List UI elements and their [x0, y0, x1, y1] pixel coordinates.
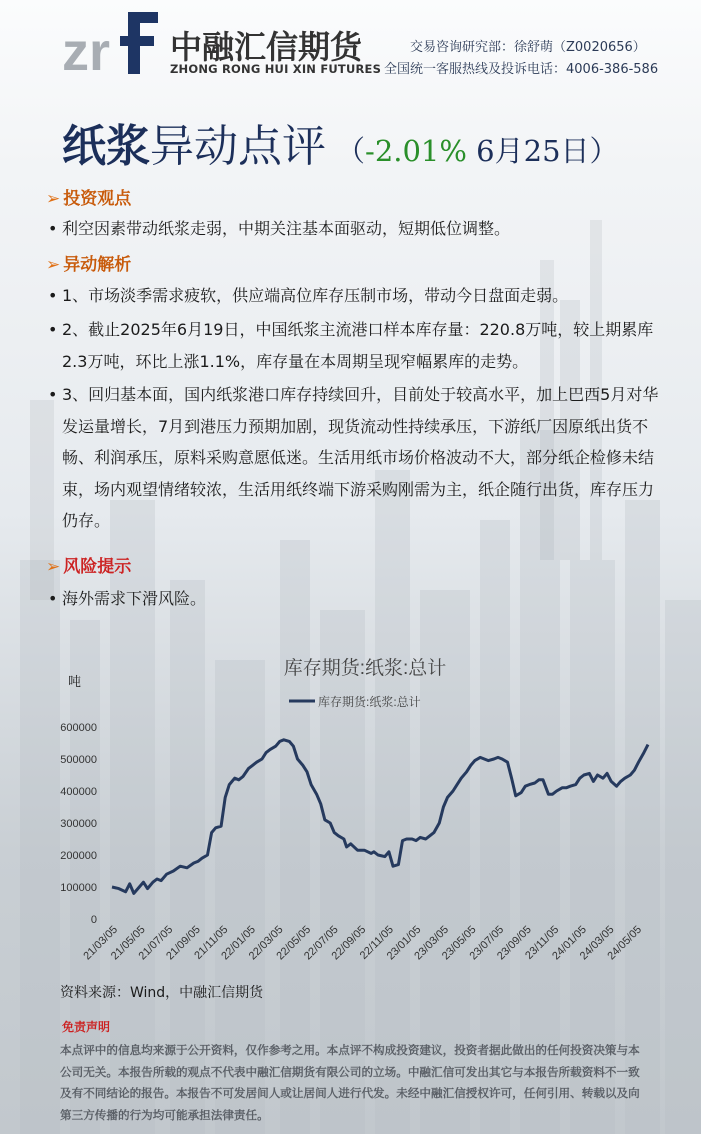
- list-item: [48, 583, 668, 615]
- chart-legend: [289, 694, 421, 709]
- title-main: 异动点评: [150, 121, 326, 172]
- title-close-paren: ）: [589, 134, 619, 168]
- title-open-paren: （: [336, 134, 366, 168]
- x-tick-label: 22/11/05: [357, 923, 396, 962]
- arrow-icon: ➢: [46, 557, 61, 577]
- list-item-text: 3、回归基本面，国内纸浆港口库存持续回升，目前处于较高水平，加上巴西5月对华发运量增长，7月到港压力预期加剧，现货流动性持续承压，下游纸厂因原纸出货不畅、利润承压，原料采购意愿低迷。生活用纸市场价格波动不大，部分纸企检修未结束，场内观望情绪较浓，生活用纸终端下游采购刚需为主，纸企随行出货，库存压力仍存。: [62, 385, 659, 530]
- bullet-icon: •: [48, 589, 58, 608]
- y-tick-label: 600000: [60, 722, 97, 734]
- bullet-icon: •: [48, 385, 58, 404]
- y-tick-label: 0: [90, 914, 97, 926]
- section-risk: [46, 552, 131, 577]
- research-contact: 交易咨询研究部：徐舒萌（Z0020656）: [410, 40, 646, 55]
- x-tick-label: 23/01/05: [384, 923, 424, 963]
- title-product: 纸浆: [62, 121, 150, 172]
- x-tick-label: 22/09/05: [329, 923, 369, 963]
- page-title: [62, 110, 619, 174]
- title-subtitle: [336, 134, 619, 168]
- x-tick-label: 22/01/05: [219, 923, 259, 963]
- y-tick-label: 300000: [60, 818, 97, 830]
- list-item-text: 利空因素带动纸浆走弱，中期关注基本面驱动，短期低位调整。: [62, 219, 511, 238]
- disclaimer-text: 本点评中的信息均来源于公开资料，仅作参考之用。本点评不构成投资建议，投资者据此做出的任何投资决策与本公司无关。本报告所载的观点不代表中融汇信期货有限公司的立场。中融汇信可发出其它与本报告所载资料不一致及有不同结论的报告。本报告不可发居间人或让居间人进行代发。未经中融汇信授权许可，任何引用、转载以及向第三方传播的行为均可能承担法律责任。: [60, 1043, 640, 1122]
- list-item-text: 海外需求下滑风险。: [62, 589, 207, 608]
- x-tick-label: 22/07/05: [301, 923, 341, 963]
- y-tick-label: 400000: [60, 786, 97, 798]
- list-item-text: 1、市场淡季需求疲软，供应端高位库存压制市场，带动今日盘面走弱。: [62, 286, 569, 305]
- company-logo: [62, 12, 160, 78]
- x-tick-label: 24/01/05: [550, 923, 589, 963]
- series-line: [112, 740, 648, 894]
- x-tick-label: 24/05/05: [605, 923, 645, 963]
- company-name-cn: 中融汇信期货: [170, 28, 363, 66]
- hotline-contact: 全国统一客服热线及投诉电话：4006-386-586: [384, 62, 659, 77]
- section-analysis: [46, 250, 131, 275]
- arrow-icon: ➢: [46, 255, 61, 275]
- y-tick-label: 200000: [60, 850, 97, 862]
- x-tick-label: 23/03/05: [412, 923, 452, 963]
- x-tick-label: 23/09/05: [495, 923, 534, 963]
- y-axis: [60, 722, 97, 926]
- y-tick-label: 100000: [60, 882, 97, 894]
- title-change-pct: -2.01%: [365, 134, 467, 168]
- x-tick-label: 23/07/05: [467, 923, 507, 963]
- bullet-icon: •: [48, 320, 58, 339]
- bullet-icon: •: [48, 219, 58, 238]
- section-investment-view: [46, 184, 131, 209]
- chart-title: 库存期货:纸浆:总计: [283, 658, 447, 679]
- y-tick-label: 500000: [60, 754, 97, 766]
- section-title: 风险提示: [63, 557, 132, 577]
- list-item: [48, 280, 668, 312]
- x-tick-label: 21/09/05: [164, 923, 203, 963]
- x-tick-label: 21/07/05: [136, 923, 176, 963]
- x-tick-label: 22/03/05: [246, 923, 286, 963]
- x-tick-label: 21/05/05: [108, 923, 148, 963]
- x-tick-label: 21/03/05: [81, 923, 121, 963]
- section-title: 投资观点: [63, 189, 132, 209]
- list-item-text: 2、截止2025年6月19日，中国纸浆主流港口样本库存量：220.8万吨，较上期累库2.3万吨，环比上涨1.1%，库存量在本周期呈现窄幅累库的走势。: [62, 320, 654, 371]
- disclaimer-title: 免责声明: [62, 1020, 111, 1034]
- list-item: [48, 379, 668, 537]
- x-tick-label: 23/11/05: [523, 923, 562, 962]
- inventory-line-chart: [0, 640, 701, 980]
- arrow-icon: ➢: [46, 189, 61, 209]
- x-axis: [81, 924, 644, 963]
- x-tick-label: 24/03/05: [577, 923, 617, 963]
- y-axis-unit: 吨: [68, 674, 82, 689]
- list-item: [48, 213, 668, 245]
- x-tick-label: 21/11/05: [192, 923, 231, 962]
- legend-label: 库存期货:纸浆:总计: [318, 695, 421, 709]
- bullet-icon: •: [48, 286, 58, 305]
- svg-text:zr: zr: [62, 22, 111, 78]
- list-item: [48, 314, 668, 377]
- company-name-en: ZHONG RONG HUI XIN FUTURES: [170, 62, 382, 76]
- x-tick-label: 23/05/05: [439, 923, 479, 963]
- data-source: 资料来源：Wind，中融汇信期货: [60, 985, 264, 1001]
- title-date: 6月25日: [466, 134, 590, 168]
- section-title: 异动解析: [63, 255, 132, 275]
- x-tick-label: 22/05/05: [274, 923, 314, 963]
